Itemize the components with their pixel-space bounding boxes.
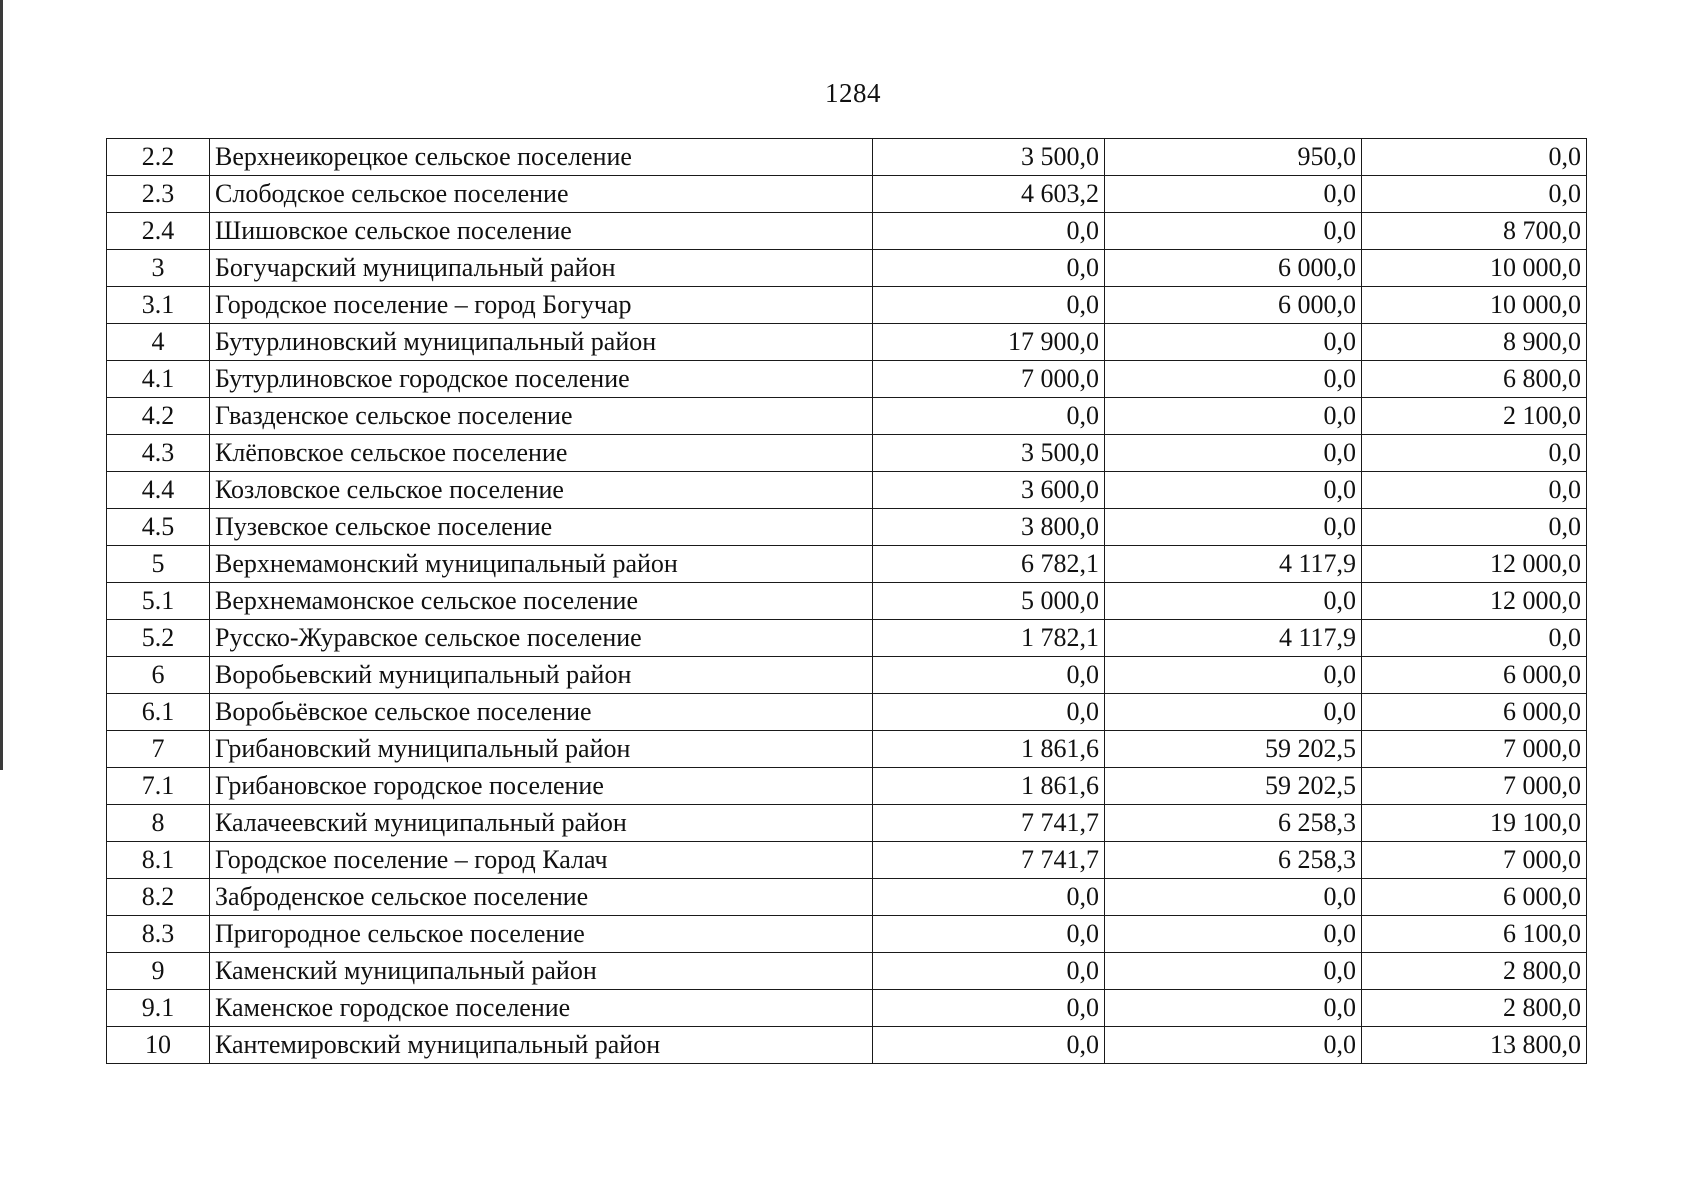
row-number-cell: 4.1 (107, 361, 210, 398)
table-row (107, 620, 1587, 657)
table-row (107, 731, 1587, 768)
value-col-3-cell: 2 800,0 (1362, 990, 1587, 1027)
value-col-2-cell: 0,0 (1105, 1027, 1362, 1064)
value-col-2-cell: 0,0 (1105, 916, 1362, 953)
value-col-3-cell: 13 800,0 (1362, 1027, 1587, 1064)
value-col-3-cell: 12 000,0 (1362, 583, 1587, 620)
value-col-1-cell: 17 900,0 (873, 324, 1105, 361)
row-name-cell: Воробьёвское сельское поселение (210, 694, 873, 731)
value-col-3-cell: 0,0 (1362, 139, 1587, 176)
value-col-3-cell: 7 000,0 (1362, 731, 1587, 768)
value-col-2-cell: 59 202,5 (1105, 731, 1362, 768)
table-row (107, 842, 1587, 879)
row-number-cell: 4 (107, 324, 210, 361)
value-col-1-cell: 0,0 (873, 953, 1105, 990)
value-col-2-cell: 4 117,9 (1105, 620, 1362, 657)
row-name-cell: Верхнемамонский муниципальный район (210, 546, 873, 583)
row-number-cell: 5 (107, 546, 210, 583)
value-col-1-cell: 3 600,0 (873, 472, 1105, 509)
row-number-cell: 4.4 (107, 472, 210, 509)
table-row (107, 139, 1587, 176)
value-col-2-cell: 0,0 (1105, 435, 1362, 472)
row-name-cell: Калачеевский муниципальный район (210, 805, 873, 842)
value-col-1-cell: 0,0 (873, 250, 1105, 287)
value-col-2-cell: 6 000,0 (1105, 287, 1362, 324)
table-row (107, 509, 1587, 546)
row-name-cell: Каменское городское поселение (210, 990, 873, 1027)
row-name-cell: Городское поселение – город Богучар (210, 287, 873, 324)
value-col-2-cell: 0,0 (1105, 213, 1362, 250)
table-row (107, 768, 1587, 805)
row-number-cell: 6.1 (107, 694, 210, 731)
value-col-2-cell: 0,0 (1105, 398, 1362, 435)
value-col-2-cell: 4 117,9 (1105, 546, 1362, 583)
row-name-cell: Козловское сельское поселение (210, 472, 873, 509)
value-col-1-cell: 7 000,0 (873, 361, 1105, 398)
table-row (107, 953, 1587, 990)
row-name-cell: Шишовское сельское поселение (210, 213, 873, 250)
row-number-cell: 6 (107, 657, 210, 694)
value-col-2-cell: 0,0 (1105, 990, 1362, 1027)
table-row (107, 213, 1587, 250)
value-col-3-cell: 8 700,0 (1362, 213, 1587, 250)
row-name-cell: Гвазденское сельское поселение (210, 398, 873, 435)
table-row (107, 176, 1587, 213)
table-row (107, 287, 1587, 324)
value-col-1-cell: 0,0 (873, 990, 1105, 1027)
row-name-cell: Слободское сельское поселение (210, 176, 873, 213)
value-col-1-cell: 0,0 (873, 213, 1105, 250)
budget-table (106, 138, 1587, 1064)
value-col-1-cell: 7 741,7 (873, 805, 1105, 842)
table-row (107, 1027, 1587, 1064)
value-col-1-cell: 0,0 (873, 879, 1105, 916)
value-col-1-cell: 1 861,6 (873, 731, 1105, 768)
value-col-1-cell: 6 782,1 (873, 546, 1105, 583)
value-col-2-cell: 6 000,0 (1105, 250, 1362, 287)
row-number-cell: 5.2 (107, 620, 210, 657)
value-col-1-cell: 1 861,6 (873, 768, 1105, 805)
value-col-3-cell: 19 100,0 (1362, 805, 1587, 842)
value-col-3-cell: 0,0 (1362, 176, 1587, 213)
value-col-1-cell: 5 000,0 (873, 583, 1105, 620)
value-col-3-cell: 10 000,0 (1362, 287, 1587, 324)
table-row (107, 657, 1587, 694)
row-number-cell: 5.1 (107, 583, 210, 620)
value-col-3-cell: 7 000,0 (1362, 842, 1587, 879)
row-name-cell: Грибановское городское поселение (210, 768, 873, 805)
value-col-3-cell: 0,0 (1362, 509, 1587, 546)
value-col-3-cell: 2 800,0 (1362, 953, 1587, 990)
row-number-cell: 10 (107, 1027, 210, 1064)
table-body (107, 139, 1587, 1064)
row-name-cell: Заброденское сельское поселение (210, 879, 873, 916)
value-col-2-cell: 6 258,3 (1105, 842, 1362, 879)
value-col-1-cell: 7 741,7 (873, 842, 1105, 879)
value-col-2-cell: 0,0 (1105, 176, 1362, 213)
table-row (107, 398, 1587, 435)
row-name-cell: Русско-Журавское сельское поселение (210, 620, 873, 657)
row-number-cell: 8.3 (107, 916, 210, 953)
value-col-1-cell: 0,0 (873, 1027, 1105, 1064)
row-number-cell: 3.1 (107, 287, 210, 324)
value-col-2-cell: 59 202,5 (1105, 768, 1362, 805)
value-col-2-cell: 6 258,3 (1105, 805, 1362, 842)
table-row (107, 250, 1587, 287)
value-col-2-cell: 0,0 (1105, 657, 1362, 694)
value-col-3-cell: 2 100,0 (1362, 398, 1587, 435)
row-name-cell: Каменский муниципальный район (210, 953, 873, 990)
value-col-3-cell: 6 100,0 (1362, 916, 1587, 953)
row-number-cell: 9.1 (107, 990, 210, 1027)
row-name-cell: Клёповское сельское поселение (210, 435, 873, 472)
row-number-cell: 9 (107, 953, 210, 990)
row-name-cell: Верхнемамонское сельское поселение (210, 583, 873, 620)
value-col-1-cell: 0,0 (873, 657, 1105, 694)
value-col-3-cell: 10 000,0 (1362, 250, 1587, 287)
row-number-cell: 2.4 (107, 213, 210, 250)
value-col-2-cell: 0,0 (1105, 324, 1362, 361)
value-col-3-cell: 6 800,0 (1362, 361, 1587, 398)
value-col-3-cell: 0,0 (1362, 435, 1587, 472)
table-row (107, 361, 1587, 398)
value-col-3-cell: 12 000,0 (1362, 546, 1587, 583)
value-col-3-cell: 6 000,0 (1362, 694, 1587, 731)
row-name-cell: Пузевское сельское поселение (210, 509, 873, 546)
row-name-cell: Богучарский муниципальный район (210, 250, 873, 287)
value-col-3-cell: 0,0 (1362, 472, 1587, 509)
table-row (107, 805, 1587, 842)
row-name-cell: Бутурлиновское городское поселение (210, 361, 873, 398)
row-name-cell: Грибановский муниципальный район (210, 731, 873, 768)
row-name-cell: Кантемировский муниципальный район (210, 1027, 873, 1064)
row-number-cell: 4.2 (107, 398, 210, 435)
value-col-1-cell: 3 500,0 (873, 139, 1105, 176)
row-name-cell: Пригородное сельское поселение (210, 916, 873, 953)
table-row (107, 472, 1587, 509)
row-number-cell: 3 (107, 250, 210, 287)
value-col-3-cell: 7 000,0 (1362, 768, 1587, 805)
value-col-1-cell: 0,0 (873, 916, 1105, 953)
table-row (107, 694, 1587, 731)
table-row (107, 583, 1587, 620)
value-col-1-cell: 3 800,0 (873, 509, 1105, 546)
row-number-cell: 7 (107, 731, 210, 768)
row-name-cell: Бутурлиновский муниципальный район (210, 324, 873, 361)
value-col-3-cell: 8 900,0 (1362, 324, 1587, 361)
value-col-1-cell: 0,0 (873, 287, 1105, 324)
page-number: 1284 (825, 78, 881, 108)
page-left-edge (0, 0, 3, 770)
row-number-cell: 2.3 (107, 176, 210, 213)
value-col-2-cell: 0,0 (1105, 472, 1362, 509)
row-number-cell: 2.2 (107, 139, 210, 176)
row-name-cell: Воробьевский муниципальный район (210, 657, 873, 694)
value-col-2-cell: 0,0 (1105, 879, 1362, 916)
row-number-cell: 8.1 (107, 842, 210, 879)
table-row (107, 324, 1587, 361)
row-number-cell: 4.3 (107, 435, 210, 472)
value-col-2-cell: 0,0 (1105, 694, 1362, 731)
table-row (107, 990, 1587, 1027)
value-col-3-cell: 6 000,0 (1362, 657, 1587, 694)
value-col-1-cell: 0,0 (873, 398, 1105, 435)
value-col-2-cell: 0,0 (1105, 509, 1362, 546)
row-number-cell: 8 (107, 805, 210, 842)
table-row (107, 916, 1587, 953)
row-number-cell: 4.5 (107, 509, 210, 546)
value-col-1-cell: 4 603,2 (873, 176, 1105, 213)
value-col-2-cell: 0,0 (1105, 953, 1362, 990)
value-col-1-cell: 3 500,0 (873, 435, 1105, 472)
row-name-cell: Городское поселение – город Калач (210, 842, 873, 879)
value-col-3-cell: 6 000,0 (1362, 879, 1587, 916)
value-col-2-cell: 0,0 (1105, 361, 1362, 398)
table-row (107, 879, 1587, 916)
value-col-1-cell: 0,0 (873, 694, 1105, 731)
value-col-2-cell: 0,0 (1105, 583, 1362, 620)
value-col-1-cell: 1 782,1 (873, 620, 1105, 657)
value-col-3-cell: 0,0 (1362, 620, 1587, 657)
row-number-cell: 8.2 (107, 879, 210, 916)
table-row (107, 435, 1587, 472)
row-number-cell: 7.1 (107, 768, 210, 805)
table-row (107, 546, 1587, 583)
row-name-cell: Верхнеикорецкое сельское поселение (210, 139, 873, 176)
value-col-2-cell: 950,0 (1105, 139, 1362, 176)
